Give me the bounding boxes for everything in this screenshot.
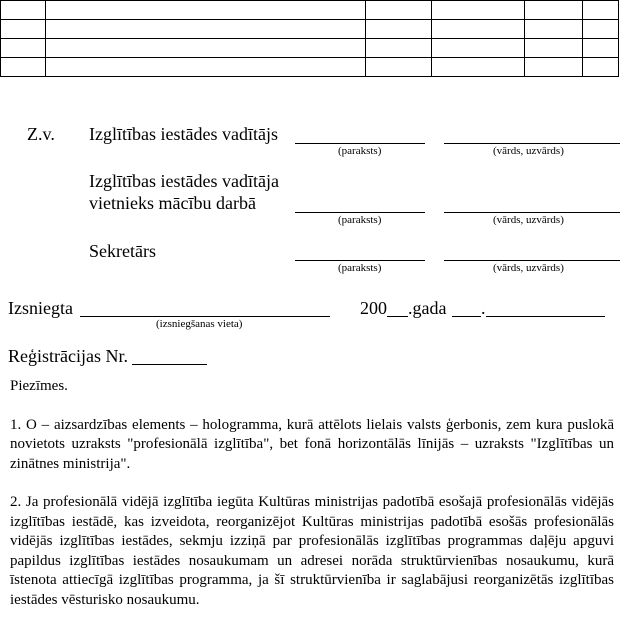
name-caption: (vārds, uzvārds) bbox=[493, 145, 564, 157]
year-digits-line[interactable] bbox=[387, 316, 408, 317]
table-cell bbox=[525, 58, 583, 77]
signature-caption: (paraksts) bbox=[338, 214, 382, 226]
month-line[interactable] bbox=[486, 316, 605, 317]
table-cell bbox=[432, 39, 525, 58]
deputy-signature-line[interactable] bbox=[295, 212, 425, 213]
table-cell bbox=[366, 58, 432, 77]
table-cell bbox=[366, 39, 432, 58]
table-cell bbox=[583, 39, 619, 58]
issued-place-caption: (izsniegšanas vieta) bbox=[156, 318, 243, 330]
table-cell bbox=[432, 1, 525, 20]
secretary-name-line[interactable] bbox=[444, 260, 620, 261]
table-cell bbox=[1, 39, 46, 58]
table-cell bbox=[366, 20, 432, 39]
deputy-label-line1: Izglītības iestādes vadītāja bbox=[89, 171, 279, 191]
table-row bbox=[1, 39, 619, 58]
year-prefix: 200 bbox=[360, 298, 387, 318]
head-name-line[interactable] bbox=[444, 143, 620, 144]
head-label: Izglītības iestādes vadītājs bbox=[89, 124, 278, 144]
issued-place-line[interactable] bbox=[80, 316, 330, 317]
table-cell bbox=[1, 1, 46, 20]
table-cell bbox=[583, 58, 619, 77]
table-cell bbox=[46, 58, 366, 77]
table-row bbox=[1, 58, 619, 77]
table-cell bbox=[583, 20, 619, 39]
signature-caption: (paraksts) bbox=[338, 145, 382, 157]
grades-table bbox=[0, 0, 619, 77]
table-cell bbox=[525, 1, 583, 20]
table-row bbox=[1, 1, 619, 20]
name-caption: (vārds, uzvārds) bbox=[493, 214, 564, 226]
table-cell bbox=[46, 20, 366, 39]
note-1: 1. O – aizsardzības elements – hologramma, kurā attēlots lielais valsts ģerbonis, zem kura puslokā novietots uzraksts "profesionālā izglītība", bet fonā horizontālās līnijās – uzraksts "Izglītības un zinātnes ministrija". bbox=[10, 416, 614, 472]
table-cell bbox=[432, 58, 525, 77]
note-2: 2. Ja profesionālā vidējā izglītība iegūta Kultūras ministrijas padotībā esošajā profesionālās vidējās izglītības iestādē, kas izveidota, reorganizējot Kultūras ministrijas padotībā esošās profesionālās vidējās izglītības iestādes, sekmju izziņā par profesionālās izglītības programmas daļēju apguvi papildus izglītības iestādes nosaukumam un adresei norāda struktūrvienības nosaukumu, kurā īstenota attiecīgā izglītības programma, ja šī struktūrvienība ir saglabājusi reorganizētās izglītības iestādes vēsturisko nosaukumu. bbox=[10, 494, 614, 608]
table-row bbox=[1, 20, 619, 39]
day-dot: . bbox=[481, 298, 486, 318]
secretary-label: Sekretārs bbox=[89, 241, 156, 261]
table-cell bbox=[46, 39, 366, 58]
table-cell bbox=[583, 1, 619, 20]
table-cell bbox=[525, 39, 583, 58]
secretary-signature-line[interactable] bbox=[295, 260, 425, 261]
registration-number-line[interactable] bbox=[132, 364, 207, 365]
name-caption: (vārds, uzvārds) bbox=[493, 262, 564, 274]
deputy-label-line2: vietnieks mācību darbā bbox=[89, 193, 256, 213]
registration-label: Reģistrācijas Nr. bbox=[8, 346, 128, 366]
table-cell bbox=[366, 1, 432, 20]
notes-section bbox=[10, 377, 614, 610]
seal-mark: Z.v. bbox=[27, 124, 55, 144]
year-suffix: .gada bbox=[408, 298, 447, 318]
notes-heading: Piezīmes. bbox=[10, 378, 68, 394]
issued-label: Izsniegta bbox=[8, 298, 73, 318]
table-cell bbox=[46, 1, 366, 20]
head-signature-line[interactable] bbox=[295, 143, 425, 144]
deputy-name-line[interactable] bbox=[444, 212, 620, 213]
signature-caption: (paraksts) bbox=[338, 262, 382, 274]
table-cell bbox=[525, 20, 583, 39]
table-cell bbox=[1, 20, 46, 39]
table-cell bbox=[1, 58, 46, 77]
day-line[interactable] bbox=[452, 316, 481, 317]
table-cell bbox=[432, 20, 525, 39]
